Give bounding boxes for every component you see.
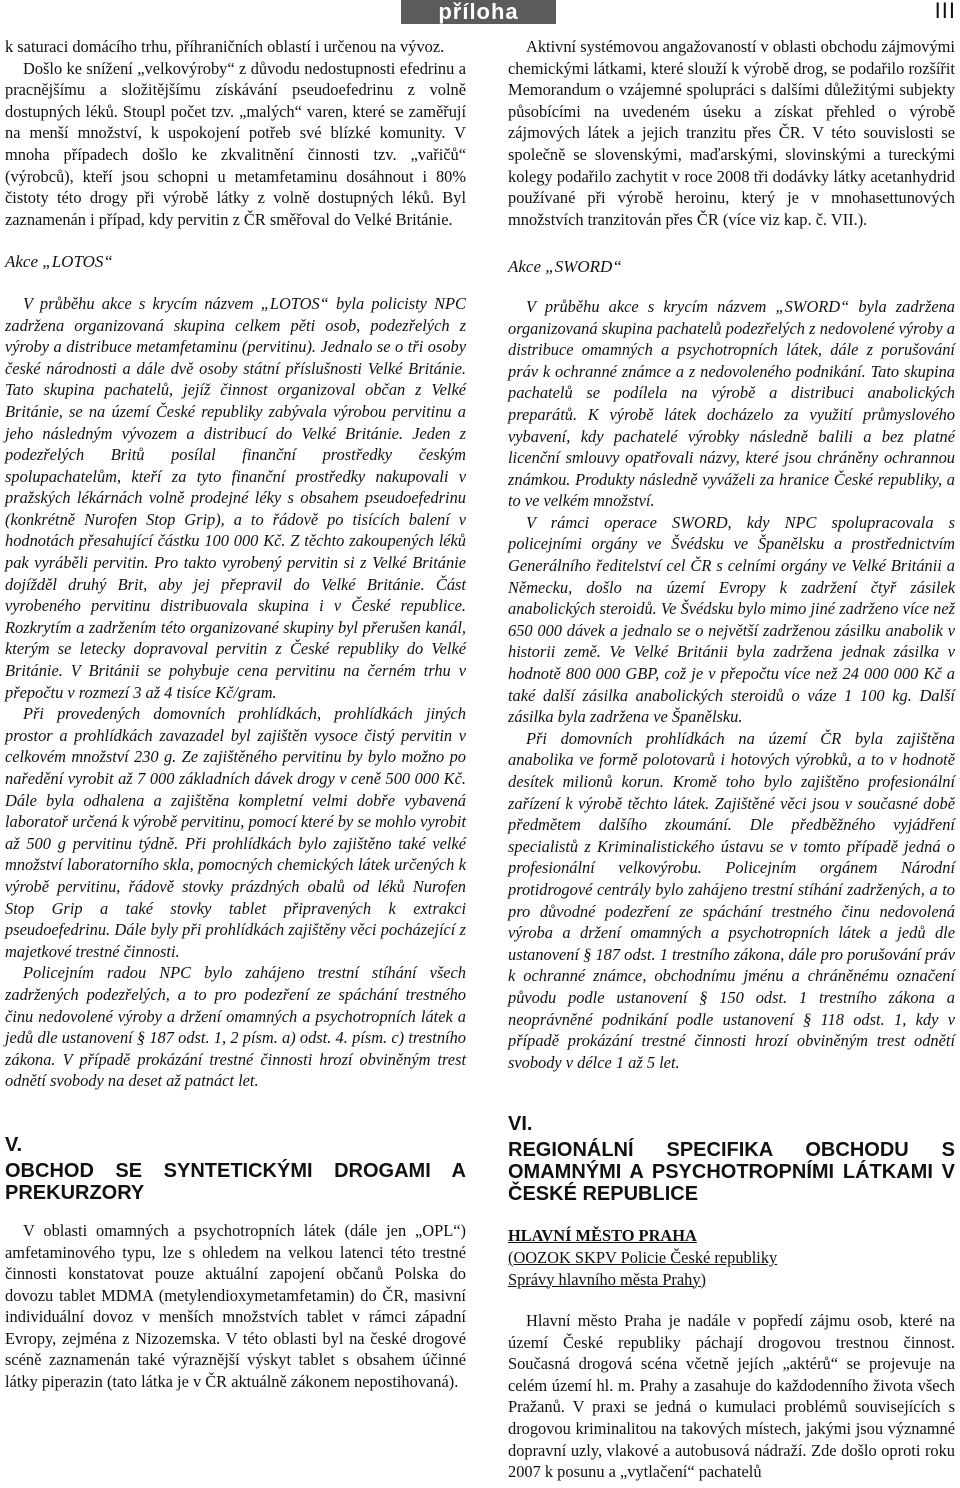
page-number: III	[934, 0, 956, 23]
chapter-number: VI.	[508, 1113, 533, 1136]
region-title: HLAVNÍ MĚSTO PRAHA	[508, 1226, 697, 1246]
paragraph: Došlo ke snížení „velkovýroby“ z důvodu nedostupnosti efedrinu a pracnějšímu a složitějšímu získávání pseudoefedrinu z volně dostupných léků. Stoupl počet tzv. „malých“ varen, které se zaměřují na menší množství, k uspokojení potřeb své blízké komunity. V mnoha případech došlo ke zkvalitnění činnosti tzv. „vařičů“ (výrobců), kteří jsou schopni u metamfetaminu dosáhnout i 80% čistoty této drogy při výrobě látky z volně dostupných léků. Byl zaznamenán i případ, kdy pervitin z ČR směřoval do Velké Británie.	[5, 58, 466, 229]
paragraph: V rámci operace SWORD, kdy NPC spolupracovala s policejními orgány ve Švédsku ve Španělsku a prostřednictvím Generálního ředitelství cel ČR s celními orgány ve Velké Británii a Německu, došlo na území Evropy k zadržení čtyř zásilek anabolických steroidů. Ve Švédsku bylo mimo jiné zadrženo více než 650 000 dávek a jednalo se o největší zadrženou zásilku anabolik v historii země. Ve Velké Británii byla zadržena jednak zásilka v hodnotě 800 000 GBP, což je v přepočtu více než 24 000 000 Kč a také další zásilka anabolických steroidů o váze 1 100 kg. Další zásilka byla zadržena ve Španělsku.	[508, 512, 955, 727]
right-column	[508, 36, 955, 1483]
paragraph: Policejním radou NPC bylo zahájeno trestní stíhání všech zadržených podezřelých, a to pro podezření ze spáchání trestného činu nedovolené výroby a držení omamných a psychotropních látek a jedů dle ustanovení § 187 odst. 1, 2 písm. a) odst. 4. písm. c) trestního zákona. V případě prokázání trestné činnosti hrozí obviněným trest odnětí svobody na deset až patnáct let.	[5, 963, 466, 1091]
paragraph: Při provedených domovních prohlídkách, prohlídkách jiných prostor a prohlídkách zavazadel byl zajištěn vysoce čistý pervitin v celkovém množství 230 g. Ze zajištěného pervitinu by bylo možno po naředění vyrobit až 7 000 základních dávek drogy v ceně 500 000 Kč. Dále byla odhalena a zajištěna kompletní velmi dobře vybavená laboratoř určená k výrobě pervitinu, pomocí které by se mohlo vyrobit až 500 g pervitinu týdně. Při prohlídkách bylo zajištěno také velké množství laboratorního skla, pomocných chemických látek určených k výrobě pervitinu, řádově stovky prázdných obalů od léků Nurofen Stop Grip a také stovky tablet připravených k extrakci pseudoefedrinu. Dále byly při prohlídkách zajištěny věci pocházející z majetkové trestné činnosti.	[5, 704, 466, 961]
region-subtitle: (OOZOK SKPV Policie České republiky	[508, 1247, 778, 1267]
section-heading-lotos: Akce „LOTOS“	[5, 252, 113, 272]
chapter-title: REGIONÁLNÍ SPECIFIKA OBCHODU S OMAMNÝMI A PSYCHOTROPNÍMI LÁTKAMI V ČESKÉ REPUBLICE	[508, 1139, 955, 1206]
paragraph: V průběhu akce s krycím názvem „SWORD“ byla zadržena organizovaná skupina pachatelů podezřelých z nedovolené výroby a distribuce omamných a psychotropních látek, dále z porušování práv k ochranné známce a z nedovoleného podnikání. Tato skupina pachatelů se podílela na výrobě a distribuci anabolických preparátů. K výrobě látek docházelo za využití průmyslového vybavení, kdy pachatelé výrobky následně balili a bez platné licenční smlouvy opatřovali názvy, které jsou chráněny ochrannou známkou. Produkty následně vyváželi za hranice České republiky, a to ve velkém množství.	[508, 296, 955, 511]
chapter-heading-vi	[508, 1113, 955, 1205]
section-label-tab: příloha	[401, 0, 556, 24]
left-column	[5, 36, 466, 1393]
chapter-number: V.	[5, 1133, 23, 1156]
paragraph: Aktivní systémovou angažovaností v oblasti obchodu zájmovými chemickými látkami, které slouží k výrobě drog, se podařilo rozšířit Memorandum o vzájemné spolupráci s dalšími důležitými subjekty působícími na uvedeném úseku a získat přehled o výrobě zájmových látek a jejich tranzitu přes ČR. V této souvislosti se společně se slovenskými, maďarskými, slovinskými a tureckými kolegy podařilo zachytit v roce 2008 tři dodávky látky acetanhydrid používané při výrobě heroinu, který je v mnohasettunových množstvích tranzitován přes ČR (více viz kap. č. VII.).	[508, 37, 955, 229]
chapter-title: OBCHOD SE SYNTETICKÝMI DROGAMI A PREKURZORY	[5, 1159, 466, 1204]
paragraph: V oblasti omamných a psychotropních látek (dále jen „OPL“) amfetaminového typu, lze s ohledem na velkou latenci této trestné činnosti konstatovat pouze aktuální zapojení občanů Polska do dovozu tablet MDMA (metylendioxymetamfetamin) do ČR, masivní individuální dovoz v menších množstvích tablet v rámci západní Evropy, zejména z Nizozemska. V této oblasti byl na české drogové scéně zaznamenán také výraznější výskyt tablet s obsahem účinné látky piperazin (tato látka je v ČR aktuálně zákonem nepostihovaná).	[5, 1220, 466, 1392]
paragraph: Při domovních prohlídkách na území ČR byla zajištěna anabolika ve formě polotovarů i hotových výrobků, a to v hodnotě desítek milionů korun. Kromě toho bylo zajištěno profesionální zařízení k výrobě těchto látek. Zajištěné věci jsou v současné době předmětem dalšího zkoumání. Dle předběžného vyjádření specialistů z Kriminalistického ústavu se v tomto případě jedná o profesionální velkovýrobu. Policejním orgánem Národní protidrogové centrály bylo zahájeno trestní stíhání zadržených, a to pro důvodné podezření ze spáchání trestného činu nedovolená výroba a držení omamných a psychotropních látek a jedů dle ustanovení § 187 odst. 1 trestního zákona, dále pro porušování práv k ochranné známce, obchodnímu jménu a chráněnému označení původu podle ustanovení § 150 odst. 1 trestního zákona a neoprávněné podnikání podle ustanovení § 118 odst. 1, kdy v případě prokázání trestné činnosti hrozí obviněným trest odnětí svobody v délce 1 až 5 let.	[508, 728, 955, 1072]
section-heading-sword: Akce „SWORD“	[508, 257, 622, 277]
paragraph: k saturaci domácího trhu, příhraničních oblastí i určenou na vývoz.	[5, 37, 445, 56]
chapter-heading-v	[5, 1134, 466, 1204]
region-subtitle: Správy hlavního města Prahy)	[508, 1269, 707, 1289]
paragraph: Hlavní město Praha je nadále v popředí zájmu osob, které na území České republiky páchají drogovou trestnou činnost. Současná drogová scéna včetně jejích „aktérů“ se projevuje na celém území hl. m. Prahy a zasahuje do každodenního života všech Pražanů. V praxi se jedná o kumulaci problémů souvisejících s drogovou kriminalitou na takových místech, jakými jsou významné dopravní uzly, vlakové a autobusová nádraží. Zde došlo oproti roku 2007 k posunu a „vytlačení“ pachatelů	[508, 1311, 955, 1482]
paragraph: V průběhu akce s krycím názvem „LOTOS“ byla policisty NPC zadržena organizovaná skupina celkem pěti osob, podezřelých z výroby a distribuce metamfetaminu (pervitinu). Jednalo se o tři osoby české národnosti a dále dvě osoby státní příslušnosti Velké Británie. Tato skupina pachatelů, jejíž činnost organizoval občan z Velké Británie, se na území České republiky zabývala výrobou pervitinu a jeho následným vývozem a distribucí do Velké Británie. Jeden z podezřelých Britů posílal finanční prostředky českým spolupachatelům, kteří za tyto finanční prostředky nakupovali v pražských lékárnách volně prodejné léky s obsahem pseudoefedrinu (konkrétně Nurofen Stop Grip), a to řádově po tisících balení v hodnotách přesahující částku 100 000 Kč. Z těchto zakoupených léků pak vyráběli pervitin. Pro takto vyrobený pervitin si z Velké Británie dojížděl druhý Brit, aby jej přepravil do Velké Británie. Část vyrobeného pervitinu distribuovala skupina i v České republice. Rozkrytím a zadržením této organizované skupiny byl přerušen kanál, kterým se letecky dopravoval pervitin z České republiky do Velké Británie. V Británii se pohybuje cena pervitinu na černém trhu v přepočtu v rozmezí 3 až 4 tisíce Kč/gram.	[5, 293, 466, 702]
